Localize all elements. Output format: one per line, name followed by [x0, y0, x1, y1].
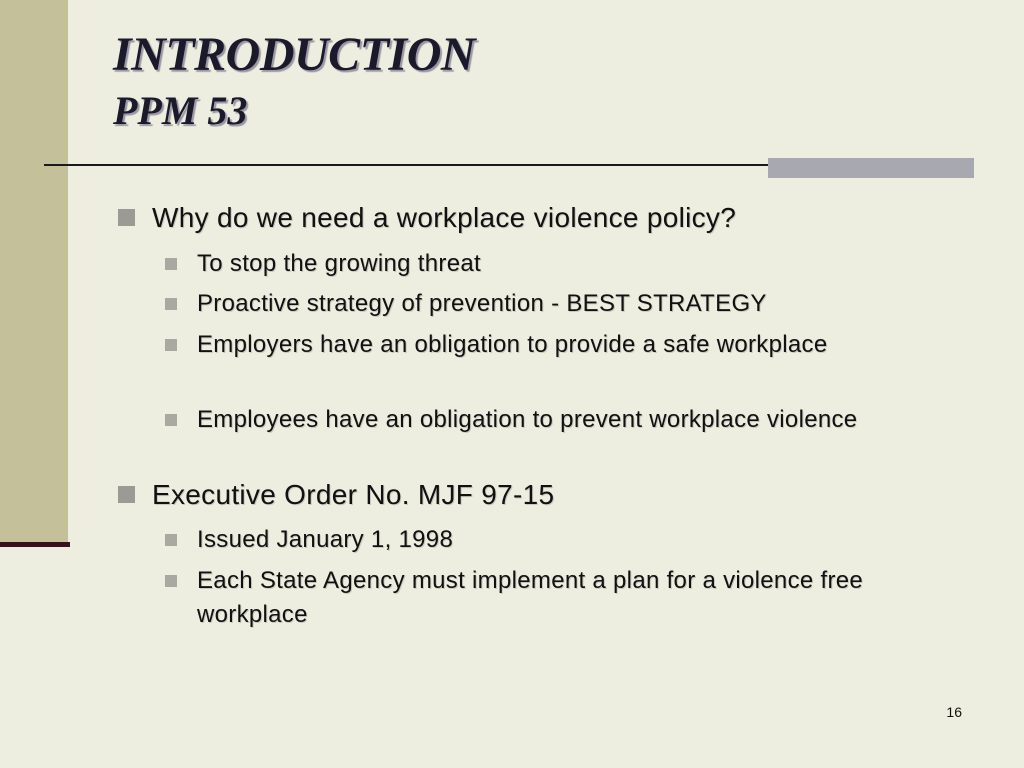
title-line-1: INTRODUCTION	[113, 28, 476, 81]
bullet-text: Why do we need a workplace violence policy?	[152, 202, 737, 233]
decorative-side-bar-edge	[0, 542, 70, 547]
title-line-2: PPM 53	[113, 88, 248, 133]
decorative-side-bar	[0, 0, 68, 546]
square-bullet-icon	[118, 209, 135, 226]
square-bullet-icon	[165, 534, 177, 546]
sub-bullet-text: Each State Agency must implement a plan for a violence free workplace	[197, 567, 864, 628]
sub-bullet-text: Employees have an obligation to prevent workplace violence	[197, 406, 858, 433]
sub-bullet-text: To stop the growing threat	[197, 250, 481, 277]
page-number: 16	[946, 704, 962, 720]
bullet-text: Executive Order No. MJF 97-15	[152, 479, 555, 510]
square-bullet-icon	[165, 258, 177, 270]
sub-bullet-item	[165, 247, 925, 281]
square-bullet-icon	[165, 575, 177, 587]
title-divider-accent	[768, 158, 974, 178]
square-bullet-icon	[118, 486, 135, 503]
square-bullet-icon	[165, 414, 177, 426]
bullet-item	[118, 478, 554, 512]
square-bullet-icon	[165, 339, 177, 351]
sub-bullet-item	[165, 564, 865, 632]
sub-bullet-text: Issued January 1, 1998	[197, 526, 454, 553]
sub-bullet-text: Employers have an obligation to provide a safe workplace	[197, 331, 828, 358]
sub-bullet-item	[165, 403, 925, 437]
bullet-item	[118, 201, 736, 235]
sub-bullet-item	[165, 287, 925, 321]
sub-bullet-item	[165, 328, 865, 362]
slide-title	[113, 26, 475, 138]
sub-bullet-text: Proactive strategy of prevention - BEST STRATEGY	[197, 290, 767, 317]
sub-bullet-item	[165, 523, 925, 557]
square-bullet-icon	[165, 298, 177, 310]
